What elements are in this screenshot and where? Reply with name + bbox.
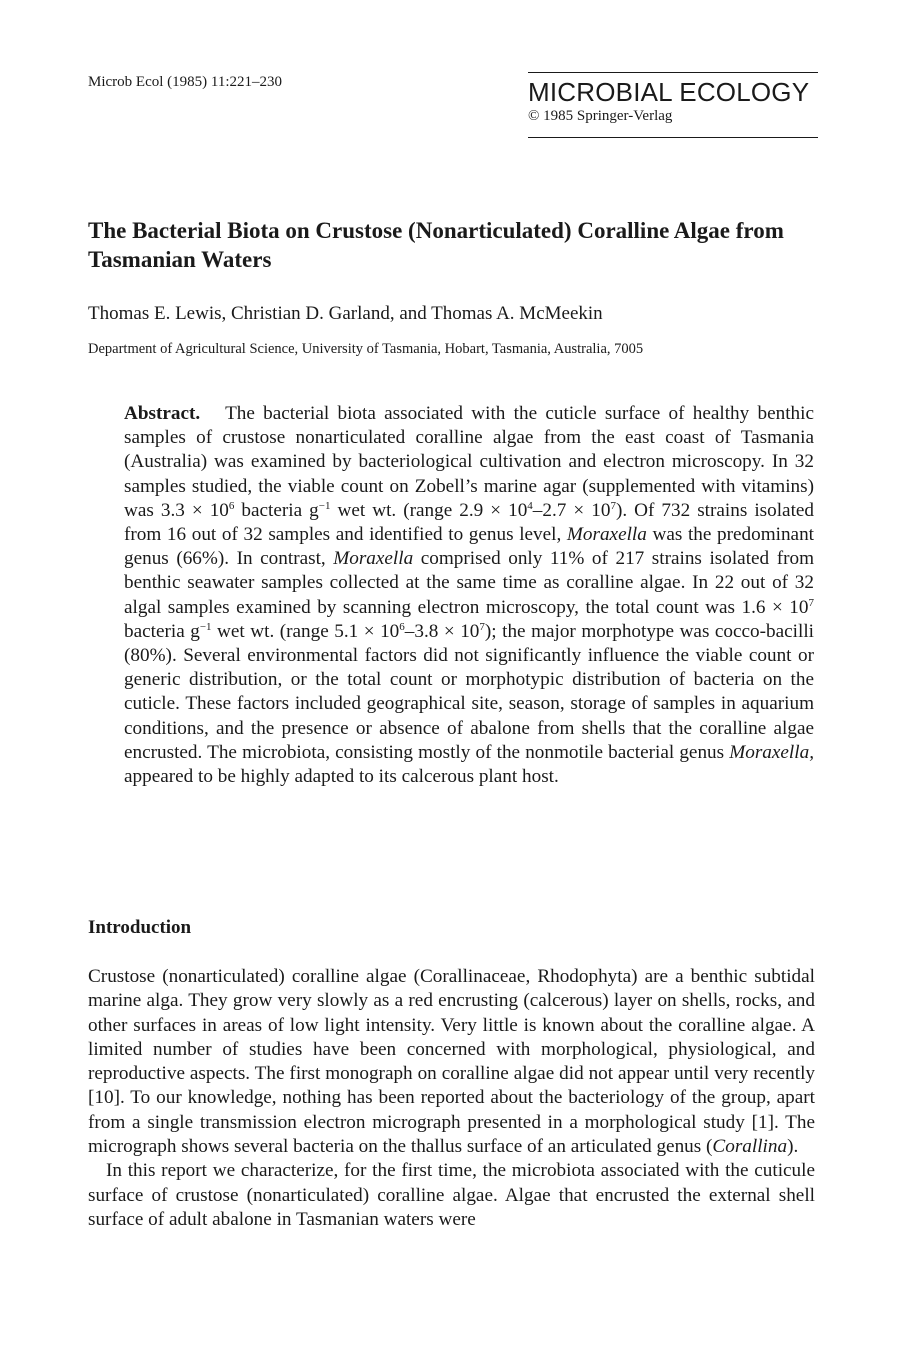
- genus-name: Moraxella: [333, 548, 414, 570]
- abstract-text: –2.7 × 10: [532, 499, 611, 521]
- author-affiliation: Department of Agricultural Science, University of Tasmania, Hobart, Tasmania, Australia, 7005: [88, 341, 644, 357]
- top-rule: [528, 72, 818, 73]
- introduction-body: [88, 965, 815, 1232]
- superscript: 7: [808, 596, 814, 609]
- abstract-label: Abstract.: [124, 403, 201, 424]
- superscript: 7: [479, 620, 485, 633]
- abstract-text: ). Of 732 strains isolated from 16 out of 32 samples and identified to genus level,: [124, 499, 815, 546]
- article-title: The Bacterial Biota on Crustose (Nonarticulated) Coralline Algae from Tasmanian Waters: [88, 218, 784, 272]
- genus-name: Corallina: [712, 1136, 788, 1158]
- bottom-rule: [528, 137, 818, 138]
- abstract-text: was the predominant genus (66%). In contrast,: [124, 524, 815, 570]
- paragraph: In this report we characterize, for the first time, the microbiota associated with the cuticule surface of crustose (nonarticulated) coralline algae. Algae that encrusted the external shell surface of adult abalone in Tasmanian waters were: [88, 1160, 815, 1230]
- superscript: 4: [527, 499, 533, 512]
- abstract: [124, 402, 814, 789]
- abstract-text: comprised only 11% of 217 strains isolated from benthic seawater samples collected at the same time as coralline algae. In 22 out of 32 algal samples examined by scanning electron microscopy, the total count was 1.6 × 10: [124, 548, 814, 618]
- genus-name: Moraxella: [566, 524, 647, 546]
- abstract-text: bacteria g: [234, 499, 319, 521]
- journal-name: MICROBIAL ECOLOGY: [528, 77, 810, 107]
- journal-citation: Microb Ecol (1985) 11:221–230: [88, 74, 282, 90]
- abstract-text: appeared to be highly adapted to its calcerous plant host.: [124, 766, 559, 788]
- abstract-text: wet wt. (range 5.1 × 10: [211, 620, 400, 642]
- superscript: 6: [228, 499, 235, 512]
- article-authors: Thomas E. Lewis, Christian D. Garland, and Thomas A. McMeekin: [88, 303, 603, 324]
- section-heading-introduction: Introduction: [88, 917, 192, 938]
- journal-copyright: © 1985 Springer-Verlag: [528, 108, 673, 124]
- paragraph-text: Crustose (nonarticulated) coralline algae (Corallinaceae, Rhodophyta) are a benthic subtidal marine alga. They grow very slowly as a red encrusting (calcerous) layer on shells, rocks, and other surfaces in areas of low light intensity. Very little is known about the coralline algae. A limited number of studies have been concerned with morphological, physiological, and reproductive aspects. The first monograph on coralline algae did not appear until very recently [10]. To our knowledge, nothing has been reported about the bacteriology of the group, apart from a single transmission electron micrograph presented in a morphological study [1]. The micrograph shows several bacteria on the thallus surface of an articulated genus (: [88, 966, 815, 1158]
- abstract-text: ); the major morphotype was cocco-bacilli (80%). Several environmental factors did not significantly influence the viable count or generic distribution, or the total count or morphotypic distribution of bacteria on the cuticle. These factors included geographical site, season, storage of samples in aquarium conditions, and the presence or absence of abalone from shells that the coralline algae encrusted. The microbiota, consisting mostly of the nonmotile bacterial genus: [124, 620, 814, 763]
- paragraph: [88, 965, 815, 1159]
- abstract-text: bacteria g: [124, 620, 200, 642]
- paragraph-text: ).: [787, 1136, 799, 1158]
- abstract-text: –3.8 × 10: [404, 620, 480, 642]
- superscript: 7: [610, 499, 616, 512]
- abstract-text: wet wt. (range 2.9 × 10: [330, 499, 528, 521]
- journal-header: [528, 72, 818, 138]
- superscript: −1: [318, 499, 331, 512]
- superscript: −1: [199, 620, 212, 633]
- genus-name: Moraxella,: [729, 741, 814, 763]
- abstract-text: The bacterial biota associated with the cuticle surface of healthy benthic samples of crustose nonarticulated coralline algae from the east coast of Tasmania (Australia) was examined by bacteriological cultivation and electron microscopy. In 32 samples studied, the viable count on Zobell’s marine agar (supplemented with vitamins) was 3.3 × 10: [124, 403, 814, 521]
- superscript: 6: [399, 620, 405, 633]
